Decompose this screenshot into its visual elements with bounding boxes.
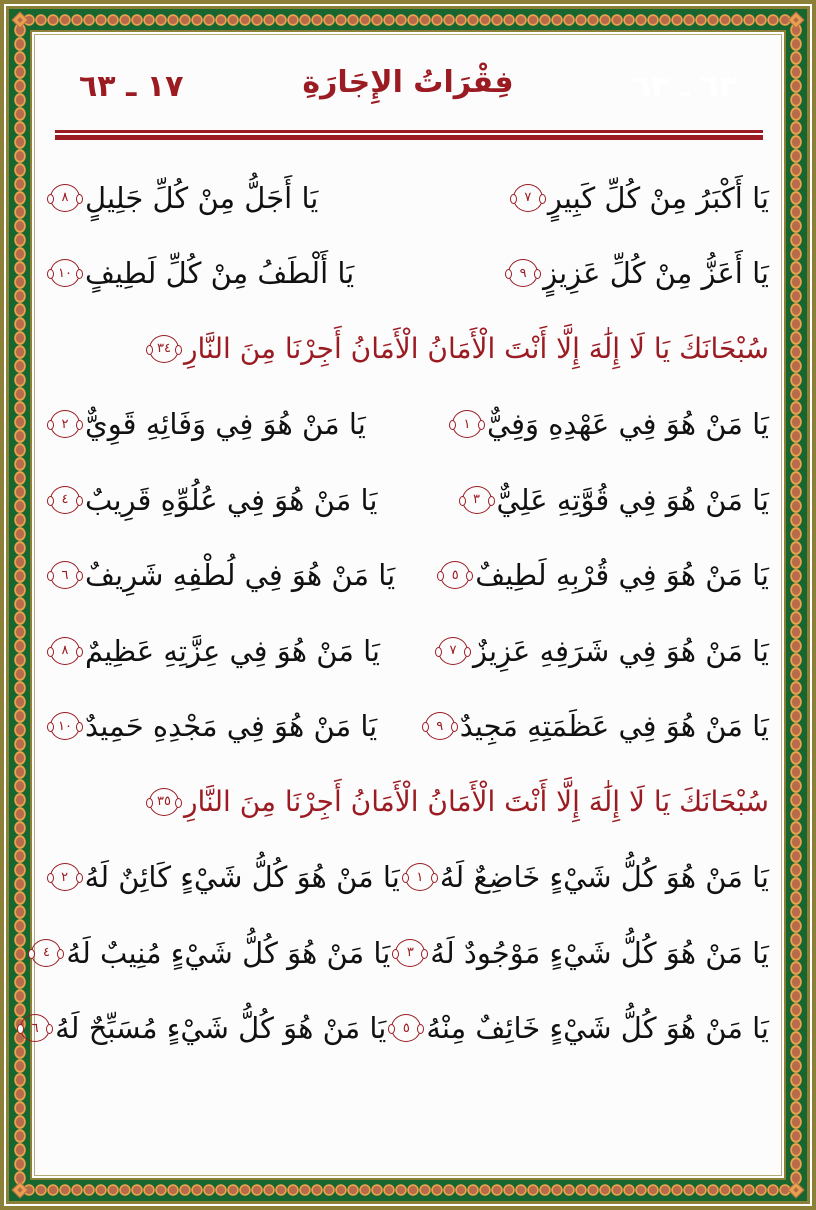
verse-number-marker-icon: ١ [452, 410, 482, 438]
header-page-range: ١٧ ـ ٦٣ [79, 69, 184, 104]
verse-text: يَا مَنْ هُوَ فِي عَهْدِهِ وَفِيٌّ [486, 407, 769, 442]
verse-text: يَا مَنْ هُوَ فِي عَظَمَتِهِ مَجِيدٌ [459, 709, 769, 744]
verse-number-marker-icon: ٧ [438, 637, 468, 665]
text-line [42, 915, 769, 991]
verse-text: يَا أَعَزُّ مِنْ كُلِّ عَزِيزٍ [543, 256, 769, 291]
border-chain-bottom [23, 1184, 793, 1196]
verse-segment [447, 407, 769, 441]
verse-segment [45, 558, 395, 592]
verse-text: يَا مَنْ هُوَ فِي لُطْفِهِ شَرِيفٌ [85, 558, 396, 593]
verse-text: يَا أَكْبَرُ مِنْ كُلِّ كَبِيرٍ [547, 180, 769, 215]
border-chain-right [790, 23, 802, 1187]
text-line [45, 387, 769, 463]
verse-text: يَا مَنْ هُوَ كُلُّ شَيْءٍ خَاضِعٌ لَهُ [439, 860, 769, 895]
verse-segment [45, 634, 380, 668]
verse-text: يَا مَنْ هُوَ فِي شَرَفِهِ عَزِيزٌ [472, 633, 769, 668]
verse-number-marker-icon: ٤ [31, 939, 61, 967]
verse-segment [45, 709, 377, 743]
verse-text: يَا مَنْ هُوَ فِي قُرْبِهِ لَطِيفٌ [475, 558, 769, 593]
verse-number-marker-icon: ٨ [50, 637, 80, 665]
text-line [45, 236, 769, 312]
verse-number-marker-icon: ٣٤ [149, 335, 179, 363]
verse-segment [390, 936, 769, 970]
page-header [55, 65, 761, 115]
verse-number-marker-icon: ٩ [508, 259, 538, 287]
verse-segment [457, 483, 769, 517]
refrain-line [45, 764, 769, 840]
verse-text: يَا مَنْ هُوَ كُلُّ شَيْءٍ كَائِنٌ لَهُ [84, 860, 400, 895]
text-line [45, 840, 769, 916]
verse-segment [420, 709, 769, 743]
verse-number-marker-icon: ٢ [50, 410, 80, 438]
verse-segment [433, 634, 769, 668]
verse-segment [144, 332, 769, 365]
verse-text: يَا مَنْ هُوَ كُلُّ شَيْءٍ مَوْجُودٌ لَهُ [430, 935, 769, 970]
verse-segment [508, 181, 769, 215]
verse-text: يَا مَنْ هُوَ فِي وَفَائِهِ قَوِيٌّ [85, 407, 366, 442]
verse-text: يَا مَنْ هُوَ كُلُّ شَيْءٍ مُسَبِّحٌ لَهُ [55, 1011, 387, 1046]
text-lines [31, 160, 769, 1066]
verse-number-marker-icon: ٦ [50, 561, 80, 589]
verse-segment [45, 860, 400, 894]
text-line [45, 462, 769, 538]
text-line [45, 538, 769, 614]
verse-segment [435, 558, 769, 592]
verse-number-marker-icon: ٣ [462, 486, 492, 514]
verse-text: يَا أَجَلُّ مِنْ كُلِّ جَلِيلٍ [85, 180, 319, 215]
verse-segment [15, 1011, 386, 1045]
verse-number-marker-icon: ١٠ [50, 712, 80, 740]
verse-text: يَا أَلْطَفُ مِنْ كُلِّ لَطِيفٍ [85, 256, 355, 291]
verse-text: يَا مَنْ هُوَ فِي عُلُوِّهِ قَرِيبٌ [85, 482, 378, 517]
verse-text: يَا مَنْ هُوَ فِي عِزَّتِهِ عَظِيمٌ [85, 633, 380, 668]
verse-segment [503, 256, 769, 290]
page-content [31, 35, 781, 1175]
verse-text: سُبْحَانَكَ يَا لَا إِلَٰهَ إِلَّا أَنْتَ الْأَمَانُ الْأَمَانُ أَجِرْنَا مِنَ النَّارِ [183, 332, 769, 366]
verse-segment [45, 181, 318, 215]
text-line [45, 613, 769, 689]
text-line [31, 991, 769, 1067]
verse-text: يَا مَنْ هُوَ فِي قُوَّتِهِ عَلِيٌّ [496, 482, 769, 517]
verse-text: سُبْحَانَكَ يَا لَا إِلَٰهَ إِلَّا أَنْتَ الْأَمَانُ الْأَمَانُ أَجِرْنَا مِنَ النَّارِ [183, 785, 769, 819]
verse-text: يَا مَنْ هُوَ كُلُّ شَيْءٍ مُنِيبٌ لَهُ [66, 935, 391, 970]
verse-number-marker-icon: ١٠ [50, 259, 80, 287]
header-ghost-range: ٦٣ ـ ٦٣ [632, 69, 737, 104]
border-chain-top [23, 14, 793, 26]
verse-text: يَا مَنْ هُوَ فِي مَجْدِهِ حَمِيدٌ [85, 709, 378, 744]
verse-number-marker-icon: ١ [405, 863, 435, 891]
verse-segment [400, 860, 769, 894]
verse-number-marker-icon: ٥ [440, 561, 470, 589]
verse-segment [144, 785, 769, 818]
verse-number-marker-icon: ٧ [513, 184, 543, 212]
verse-segment [45, 256, 354, 290]
header-divider-thick [55, 135, 763, 140]
verse-segment [386, 1011, 769, 1045]
verse-number-marker-icon: ٣٥ [149, 788, 179, 816]
verse-segment [26, 936, 390, 970]
page-title: فِقْرَاتُ الإِجَارَةِ [302, 65, 514, 100]
verse-segment [45, 483, 377, 517]
verse-segment [45, 407, 366, 441]
refrain-line [45, 311, 769, 387]
text-line [45, 160, 769, 236]
header-divider-thin [55, 130, 763, 133]
verse-number-marker-icon: ٥ [391, 1014, 421, 1042]
verse-text: يَا مَنْ هُوَ كُلُّ شَيْءٍ خَائِفٌ مِنْهُ [426, 1011, 769, 1046]
verse-number-marker-icon: ٣ [395, 939, 425, 967]
verse-number-marker-icon: ٤ [50, 486, 80, 514]
verse-number-marker-icon: ٦ [20, 1014, 50, 1042]
text-line [45, 689, 769, 765]
verse-number-marker-icon: ٢ [50, 863, 80, 891]
verse-number-marker-icon: ٨ [50, 184, 80, 212]
verse-number-marker-icon: ٩ [425, 712, 455, 740]
